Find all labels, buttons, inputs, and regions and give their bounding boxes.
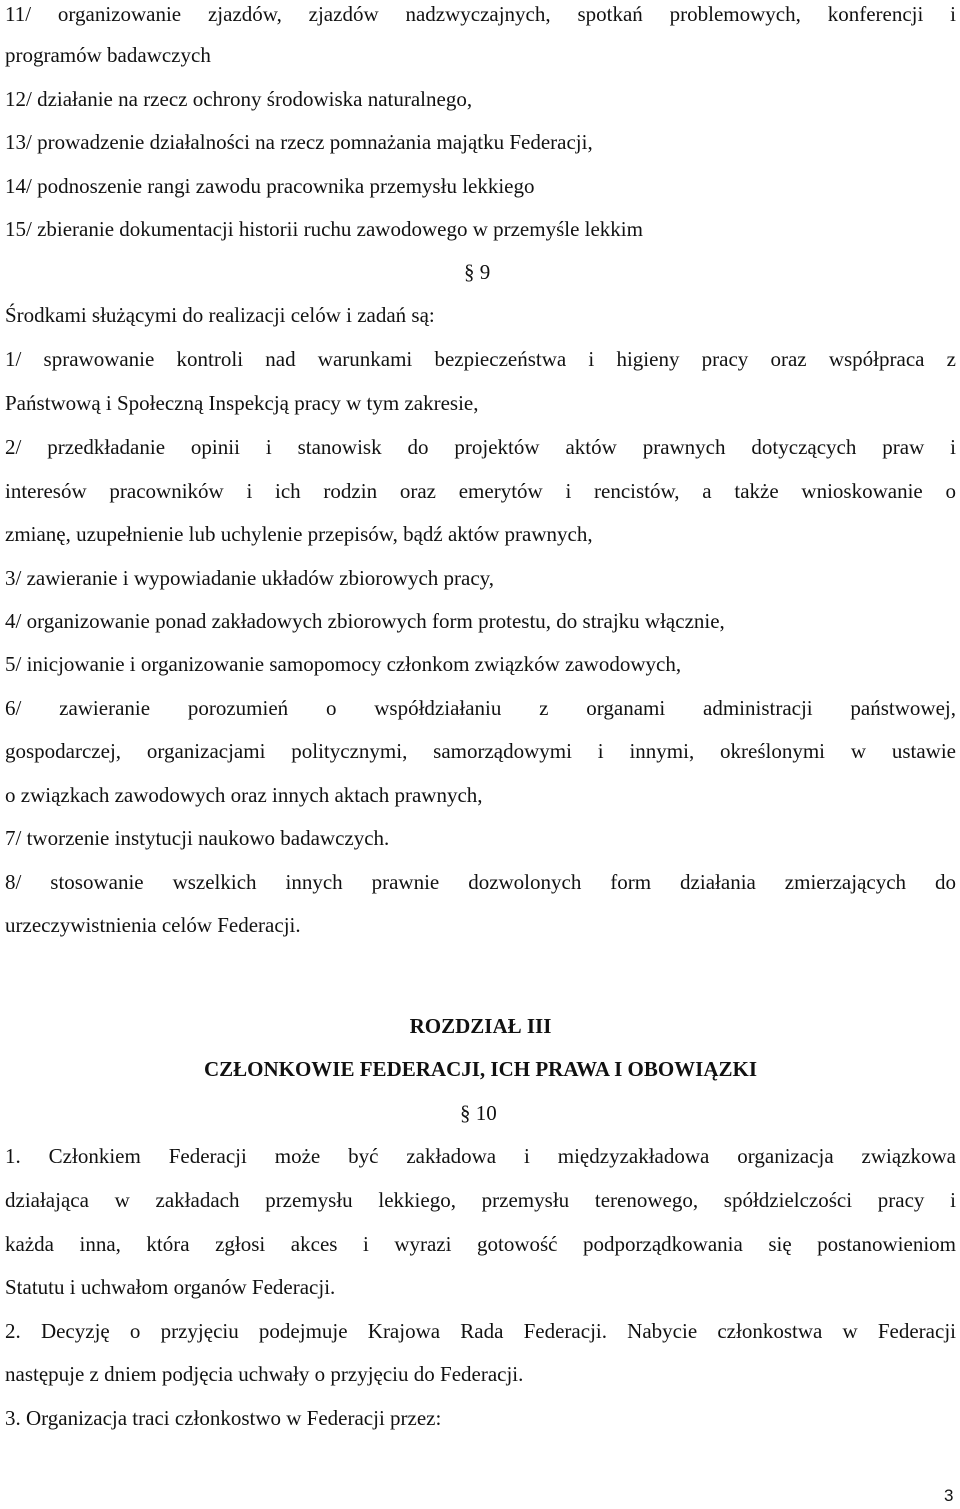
list-item-15: 15/ zbieranie dokumentacji historii ruchu zawodowego w przemyśle lekkim <box>5 217 643 241</box>
list-item-14: 14/ podnoszenie rangi zawodu pracownika przemysłu lekkiego <box>5 174 535 198</box>
means-item-4: 4/ organizowanie ponad zakładowych zbiorowych form protestu, do strajku włącznie, <box>5 609 725 633</box>
section-9-heading: § 9 <box>464 260 491 284</box>
membership-par-1-line-1: 1. Członkiem Federacji może być zakładowa i międzyzakładowa organizacja związkowa <box>5 1144 956 1168</box>
means-item-6-line-2: gospodarczej, organizacjami politycznymi, samorządowymi i innymi, określonymi w ustawie <box>5 739 956 763</box>
means-intro: Środkami służącymi do realizacji celów i zadań są: <box>5 303 435 327</box>
list-item-11-line-2: programów badawczych <box>5 43 211 67</box>
means-item-1-line-1: 1/ sprawowanie kontroli nad warunkami bezpieczeństwa i higieny pracy oraz współpraca z <box>5 347 956 371</box>
means-item-3: 3/ zawieranie i wypowiadanie układów zbiorowych pracy, <box>5 566 495 590</box>
means-item-2-line-2: interesów pracowników i ich rodzin oraz emerytów i rencistów, a także wnioskowanie o <box>5 479 956 503</box>
section-10-heading: § 10 <box>460 1101 497 1125</box>
means-item-5: 5/ inicjowanie i organizowanie samopomocy członkom związków zawodowych, <box>5 652 682 676</box>
means-item-6-line-3: o związkach zawodowych oraz innych aktach prawnych, <box>5 783 483 807</box>
membership-par-3: 3. Organizacja traci członkostwo w Federacji przez: <box>5 1406 442 1430</box>
membership-par-2-line-2: następuje z dniem podjęcia uchwały o przyjęciu do Federacji. <box>5 1362 524 1386</box>
membership-par-1-line-2: działająca w zakładach przemysłu lekkiego, przemysłu terenowego, spółdzielczości pracy i <box>5 1188 956 1212</box>
means-item-2-line-3: zmianę, uzupełnienie lub uchylenie przepisów, bądź aktów prawnych, <box>5 522 593 546</box>
means-item-1-line-2: Państwową i Społeczną Inspekcją pracy w tym zakresie, <box>5 391 479 415</box>
list-item-12: 12/ działanie na rzecz ochrony środowiska naturalnego, <box>5 87 473 111</box>
means-item-6-line-1: 6/ zawieranie porozumień o współdziałaniu z organami administracji państwowej, <box>5 696 956 720</box>
means-item-7: 7/ tworzenie instytucji naukowo badawczych. <box>5 826 390 850</box>
means-item-8-line-2: urzeczywistnienia celów Federacji. <box>5 913 301 937</box>
membership-par-1-line-3: każda inna, która zgłosi akces i wyrazi gotowość podporządkowania się postanowieniom <box>5 1232 956 1256</box>
list-item-13: 13/ prowadzenie działalności na rzecz pomnażania majątku Federacji, <box>5 130 593 154</box>
membership-par-1-line-4: Statutu i uchwałom organów Federacji. <box>5 1275 336 1299</box>
chapter-title: ROZDZIAŁ III <box>409 1014 552 1038</box>
membership-par-2-line-1: 2. Decyzję o przyjęciu podejmuje Krajowa Rada Federacji. Nabycie członkostwa w Federacji <box>5 1319 956 1343</box>
means-item-8-line-1: 8/ stosowanie wszelkich innych prawnie dozwolonych form działania zmierzających do <box>5 870 956 894</box>
page-number: 3 <box>944 1486 954 1505</box>
chapter-subtitle: CZŁONKOWIE FEDERACJI, ICH PRAWA I OBOWIĄZKI <box>203 1057 758 1081</box>
list-item-11-line-1: 11/ organizowanie zjazdów, zjazdów nadzwyczajnych, spotkań problemowych, konferencji i <box>5 2 956 26</box>
means-item-2-line-1: 2/ przedkładanie opinii i stanowisk do projektów aktów prawnych dotyczących praw i <box>5 435 956 459</box>
